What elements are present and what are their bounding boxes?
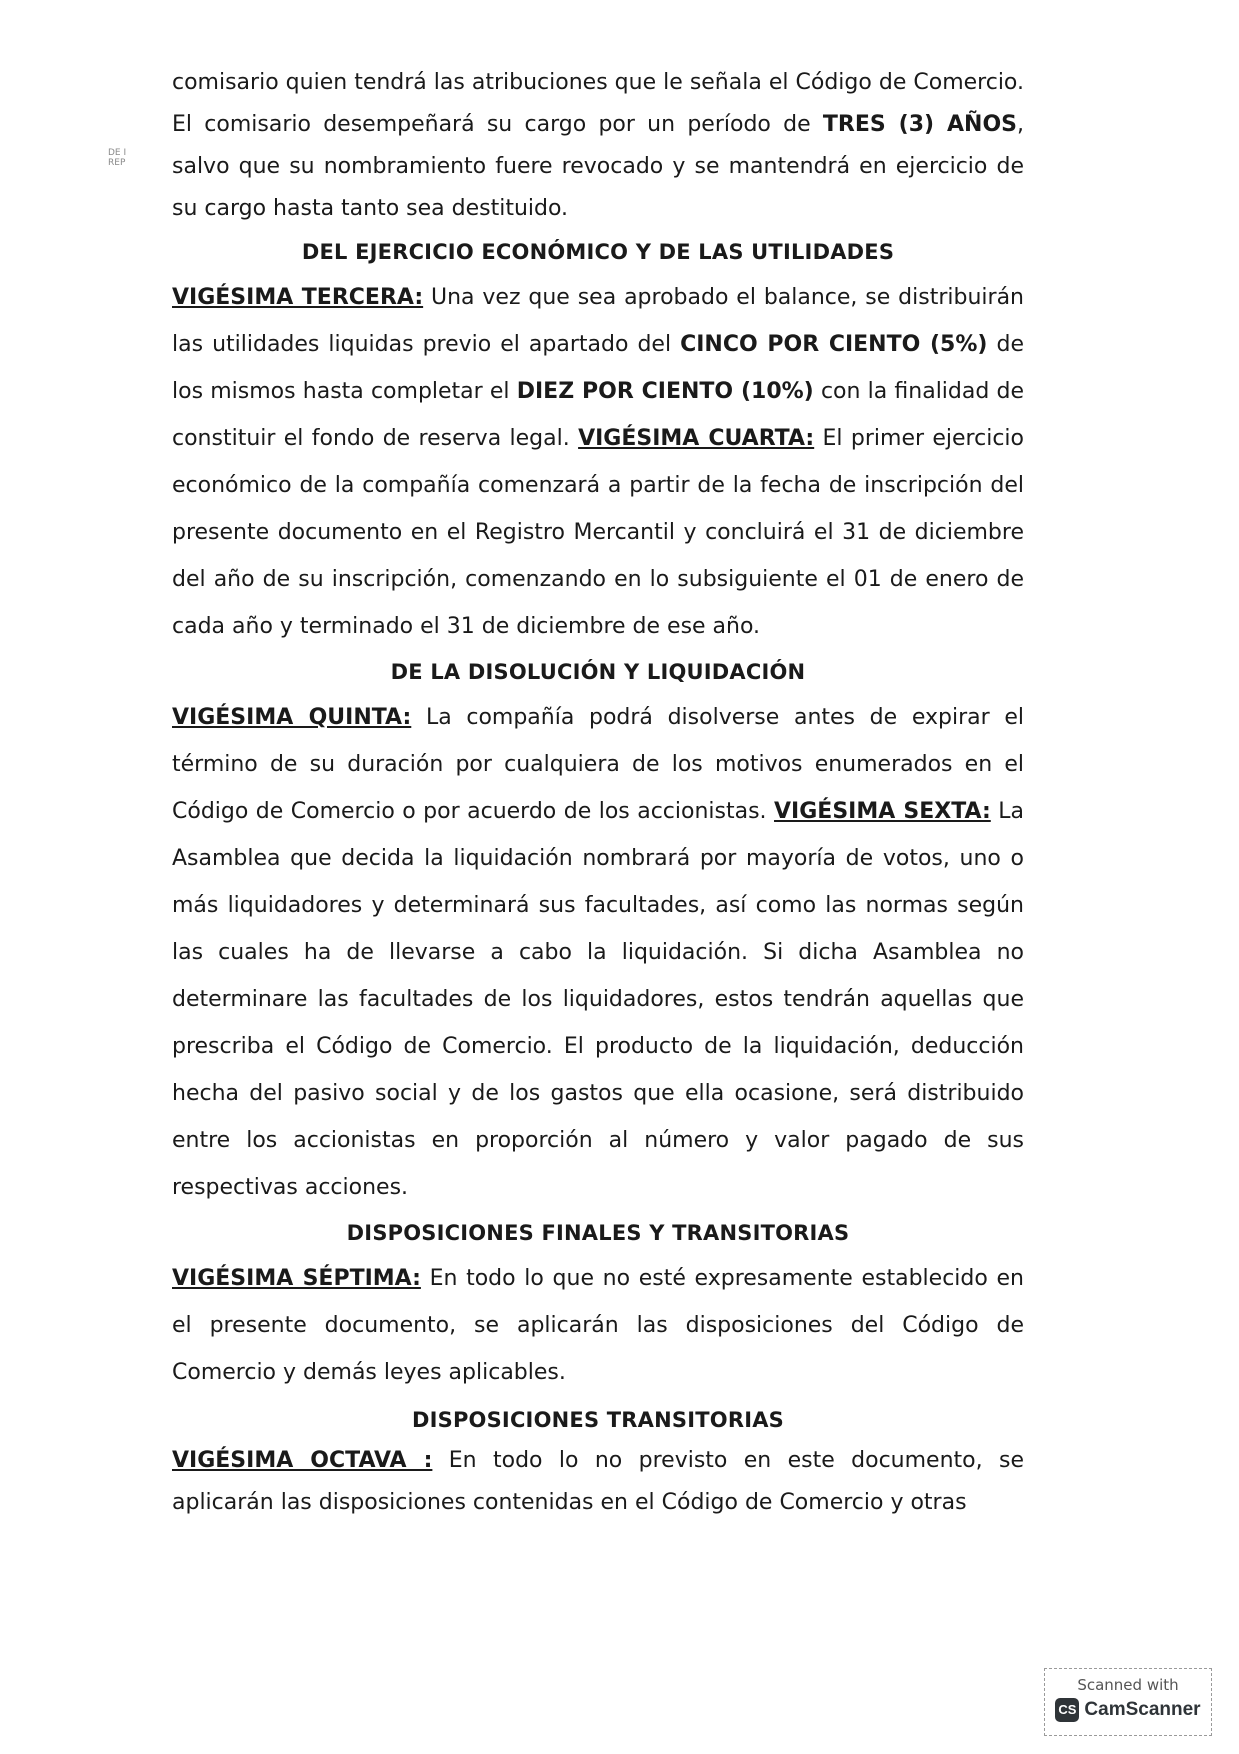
- camscanner-watermark: [1044, 1668, 1212, 1736]
- clause-label: VIGÉSIMA SÉPTIMA:: [172, 1266, 421, 1291]
- text: de los mismos hasta completar el: [172, 332, 1024, 404]
- text: , salvo que su nombramiento fuere revocado y se mantendrá en ejercicio de su cargo hasta tanto sea destituido.: [172, 112, 1025, 221]
- document-body: [172, 62, 1024, 1524]
- paragraph-profits: [172, 274, 1024, 650]
- section-heading-dissolution: DE LA DISOLUCIÓN Y LIQUIDACIÓN: [390, 660, 806, 684]
- watermark-brand: [1045, 1698, 1211, 1722]
- paragraph-transitory: [172, 1440, 1024, 1524]
- text: En todo lo no previsto en este documento, se aplicarán las disposiciones contenidas en el Código de Comercio y otras: [172, 1448, 1024, 1515]
- text: con la finalidad de constituir el fondo de reserva legal.: [172, 379, 1025, 451]
- text: La Asamblea que decida la liquidación nombrará por mayoría de votos, uno o más liquidadores y determinará sus facultades, así como las normas según las cuales ha de llevarse a cabo la liquidación. Si dicha Asamblea no determinare las facultades de los liquidadores, estos tendrán aquellas que prescriba el Código de Comercio. El producto de la liquidación, deducción hecha del pasivo social y de los gastos que ella ocasione, será distribuido entre los accionistas en proporción al número y valor pagado de sus respectivas acciones.: [172, 799, 1024, 1200]
- paragraph-dissolution: [172, 694, 1024, 1211]
- paragraph-commissioner: [172, 62, 1024, 230]
- text: El primer ejercicio económico de la compañía comenzará a partir de la fecha de inscripción del presente documento en el Registro Mercantil y concluirá el 31 de diciembre del año de su inscripción, comenzando en lo subsiguiente el 01 de enero de cada año y terminado el 31 de diciembre de ese año.: [172, 426, 1024, 639]
- watermark-name: CamScanner: [1084, 1699, 1201, 1720]
- clause-label: VIGÉSIMA TERCERA:: [172, 285, 424, 310]
- watermark-caption: Scanned with: [1077, 1676, 1179, 1694]
- camscanner-logo-icon: CS: [1055, 1698, 1079, 1722]
- section-heading-final-provisions: DISPOSICIONES FINALES Y TRANSITORIAS: [346, 1221, 850, 1245]
- section-heading-transitory: DISPOSICIONES TRANSITORIAS: [412, 1408, 784, 1432]
- text: Una vez que sea aprobado el balance, se distribuirán las utilidades liquidas previo el apartado del: [172, 285, 1024, 357]
- text: comisario quien tendrá las atribuciones que le señala el Código de Comercio. El comisario desempeñará su cargo por un período de: [172, 70, 1024, 137]
- section-heading-fiscal-year: DEL EJERCICIO ECONÓMICO Y DE LAS UTILIDADES: [301, 240, 895, 264]
- stamp-fragment: [108, 148, 160, 188]
- paragraph-final-provisions: [172, 1255, 1024, 1396]
- text: En todo lo que no esté expresamente establecido en el presente documento, se aplicarán las disposiciones del Código de Comercio y demás leyes aplicables.: [172, 1266, 1024, 1385]
- bold-term: DIEZ POR CIENTO (10%): [516, 379, 814, 404]
- bold-term: TRES (3) AÑOS: [822, 112, 1018, 137]
- stamp-fragment-line-1: DE I: [108, 148, 127, 158]
- clause-label: VIGÉSIMA CUARTA:: [578, 426, 815, 451]
- clause-label: VIGÉSIMA QUINTA:: [172, 705, 412, 730]
- bold-term: CINCO POR CIENTO (5%): [680, 332, 988, 357]
- clause-label: VIGÉSIMA SEXTA:: [774, 799, 991, 824]
- stamp-fragment-line-2: REP: [108, 158, 126, 168]
- text: La compañía podrá disolverse antes de expirar el término de su duración por cualquiera de los motivos enumerados en el Código de Comercio o por acuerdo de los accionistas.: [172, 705, 1024, 824]
- clause-label: VIGÉSIMA OCTAVA :: [172, 1448, 433, 1473]
